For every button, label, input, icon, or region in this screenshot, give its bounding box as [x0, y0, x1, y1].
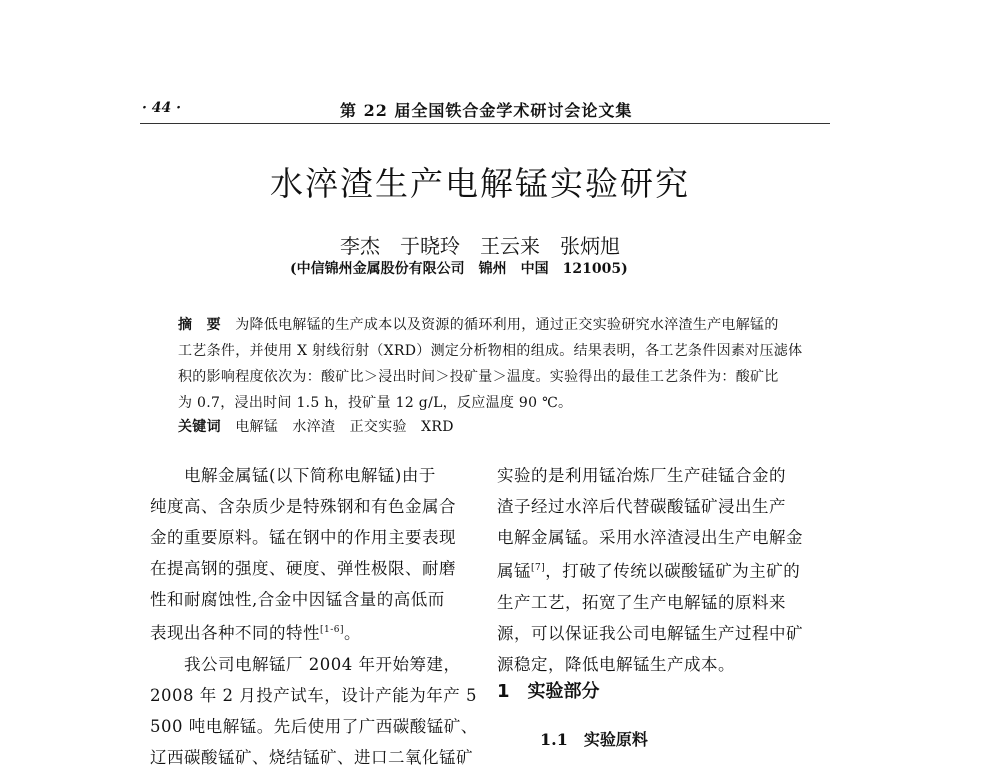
abstract-line: 积的影响程度依次为：酸矿比＞浸出时间＞投矿量＞温度。实验得出的最佳工艺条件为：酸矿比: [178, 369, 779, 385]
body-line: 纯度高、含杂质少是特殊钢和有色金属合: [150, 497, 456, 516]
citation: [1-6]: [320, 625, 345, 635]
abstract-label: 摘 要: [178, 317, 221, 333]
body-line: 500 吨电解锰。先后使用了广西碳酸锰矿、: [150, 716, 478, 736]
body-line: 源，可以保证我公司电解锰生产过程中矿: [497, 623, 803, 643]
section-number: 1: [497, 681, 510, 702]
body-line: [497, 553, 827, 587]
abstract-line: 为 0.7，浸出时间 1.5 h，投矿量 12 g/L，反应温度 90 ℃。: [178, 395, 573, 411]
section-heading: [497, 677, 600, 703]
citation: [7]: [531, 563, 546, 573]
body-line: 生产工艺，拓宽了生产电解锰的原料来: [497, 592, 786, 612]
authors: 李杰 于晓玲 王云来 张炳旭: [340, 234, 620, 258]
body-line: 渣子经过水淬后代替碳酸锰矿浸出生产: [497, 497, 786, 516]
running-title: 第 22 届全国铁合金学术研讨会论文集: [340, 101, 633, 120]
body-line: [150, 615, 480, 649]
body-text: 属锰: [497, 561, 531, 581]
body-line: 2008 年 2 月投产试车，设计产能为年产 5: [150, 685, 477, 705]
body-line: 电解金属锰(以下简称电解锰)由于: [150, 466, 436, 485]
affiliation: (中信锦州金属股份有限公司 锦州 中国 121005): [290, 261, 628, 277]
paper-title: 水淬渣生产电解锰实验研究: [270, 164, 690, 203]
body-line: 实验的是利用锰冶炼厂生产硅锰合金的: [497, 466, 786, 485]
body-text: ，打破了传统以碳酸锰矿为主矿的: [545, 561, 801, 581]
keywords: 电解锰 水淬渣 正交实验 XRD: [235, 419, 454, 435]
abstract-text: 为降低电解锰的生产成本以及资源的循环利用，通过正交实验研究水淬渣生产电解锰的: [235, 317, 779, 333]
body-line: 在提高钢的强度、硬度、弹性极限、耐磨: [150, 559, 456, 578]
section-title: 实验部分: [527, 681, 600, 702]
body-line: 性和耐腐蚀性,合金中因锰含量的高低而: [150, 590, 445, 609]
body-line: 电解金属锰。采用水淬渣浸出生产电解金: [497, 528, 803, 547]
body-line: 源稳定，降低电解锰生产成本。: [497, 654, 735, 674]
keywords-line: [178, 416, 454, 436]
body-line: 我公司电解锰厂 2004 年开始筹建，: [150, 654, 461, 674]
body-line: 金的重要原料。锰在钢中的作用主要表现: [150, 528, 456, 547]
left-column: [150, 460, 480, 773]
header-rule: [140, 123, 830, 124]
abstract-line: [178, 314, 779, 334]
body-text: 表现出各种不同的特性: [150, 623, 320, 643]
page-number: · 44 ·: [142, 100, 181, 116]
body-line: 辽西碳酸锰矿、烧结锰矿、进口二氧化锰矿: [150, 747, 473, 767]
abstract-line: 工艺条件，并使用 X 射线衍射（XRD）测定分析物相的组成。结果表明，各工艺条件因素对压滤体: [178, 343, 803, 359]
subsection-heading: 1.1 实验原料: [540, 730, 648, 749]
right-column: [497, 460, 827, 680]
body-text: 。: [344, 623, 362, 643]
keywords-label: 关键词: [178, 419, 221, 435]
